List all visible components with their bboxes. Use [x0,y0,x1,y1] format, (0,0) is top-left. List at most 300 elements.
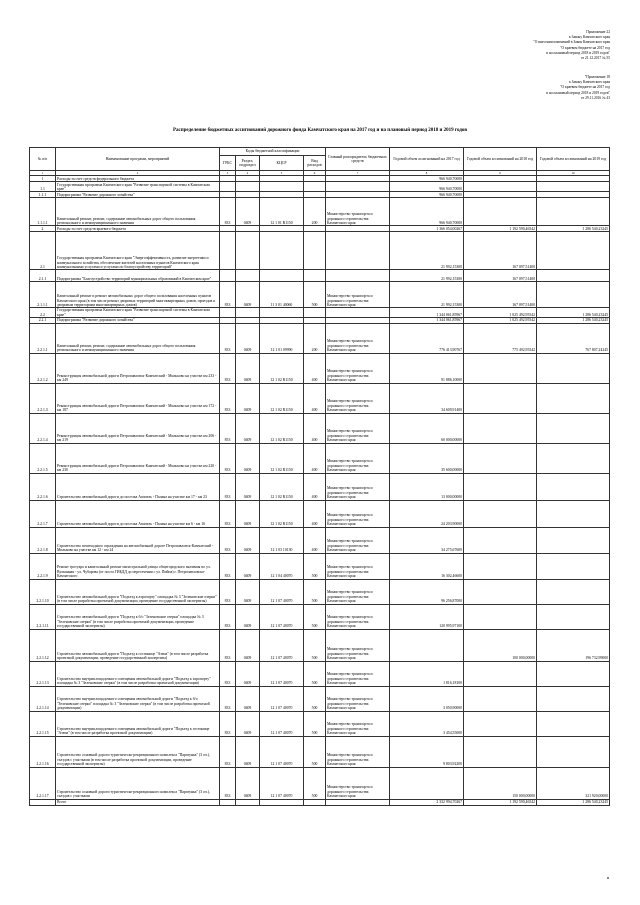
row-vr: 500 [304,282,326,308]
row-razdel [236,270,260,282]
row-ksr: 12 1 03 10130 [260,527,304,553]
approval-header-1 [533,30,610,61]
row-recipient [326,232,390,270]
row-razdel: 0409 [236,353,260,383]
row-grbs: 833 [220,711,236,736]
row-name: Строительство внутриплощадочного освещения автомобильной дороги "Подъезд к гостинице "Аэвча" (в том числе разработка проектной документации) [56,711,220,736]
row-2018 [464,198,537,226]
row-vr: 400 [304,473,326,500]
row-ksr: 12 1 07 40070 [260,686,304,711]
row-2017: 3 050,90000 [390,686,464,711]
row-2018 [464,182,537,192]
row-number: 2.2.1.8 [30,527,56,553]
table-row [30,500,610,527]
row-2017: 966 940,70000 [390,192,464,198]
table-row [30,182,610,192]
row-2019: 767 807,24245 [537,323,610,353]
table-row [30,767,610,799]
row-razdel: 0409 [236,553,260,579]
row-2019 [537,661,610,686]
col-number: 7 [326,171,390,176]
row-name: Подпрограмма "Развитие дорожного хозяйства" [56,318,220,323]
row-grbs [220,270,236,282]
col-number: 3 [220,171,236,176]
header-line: Приложение 22 [586,30,610,34]
row-number: 2.2.1.14 [30,686,56,711]
row-grbs: 833 [220,736,236,767]
row-2018: 100 000,00000 [464,629,537,661]
row-2019 [537,500,610,527]
row-name: Строительство автомобильной дороги "Подъезд к аэропорту" площадка № 3 "Зеленовские озерки" (в том числе разработка проектной документации, проведение государственной экспертизы) [56,579,220,604]
table-row [30,198,610,226]
row-ksr: 12 1 07 40070 [260,736,304,767]
row-2017: 966 940,70000 [390,176,464,182]
row-ksr: 12 1 07 40070 [260,661,304,686]
row-vr: 200 [304,323,326,353]
row-razdel: 0409 [236,711,260,736]
col-number: 9 [464,171,537,176]
row-number: 2 [30,226,56,232]
total-cell [220,799,236,805]
row-name: Государственная программа Камчатского края "Развитие транспортной системы в Камчатском крае" [56,182,220,192]
row-recipient: Министерство транспорта и дорожного строительства Камчатского края [326,383,390,413]
row-ksr [260,182,304,192]
row-name: Строительство пешеходного ограждения на автомобильной дороге Петропавловск-Камчатский - Мильково на участке км 12 - км 24 [56,527,220,553]
row-2018 [464,473,537,500]
row-2017: 966 940,70000 [390,198,464,226]
col-2018-header: Годовой объем ассигнований на 2018 год [464,148,537,171]
row-number: 1.1 [30,182,56,192]
col-recipient-header: Главный распорядитель бюджетных средств [326,148,390,171]
row-2019 [537,473,610,500]
row-2017: 24 203,90000 [390,500,464,527]
table-body [30,176,610,799]
row-razdel: 0409 [236,383,260,413]
header-line: от 29.11.2016 № 43 [580,95,610,100]
row-2018 [464,527,537,553]
table-row [30,604,610,629]
row-2018: 167 097,51400 [464,282,537,308]
row-razdel: 0409 [236,661,260,686]
row-grbs: 833 [220,661,236,686]
total-cell [236,799,260,805]
col-number: 4 [236,171,260,176]
row-ksr: 12 1 02 R1150 [260,443,304,473]
row-2018: 167 097,51400 [464,270,537,282]
row-vr: 500 [304,686,326,711]
total-cell [326,799,390,805]
header-line: "Приложение 18 [584,75,610,79]
row-2018 [464,353,537,383]
row-ksr: 12 1 07 40070 [260,579,304,604]
row-grbs: 833 [220,686,236,711]
row-vr: 400 [304,500,326,527]
row-2017: 9 803,92200 [390,736,464,767]
table-row [30,686,610,711]
row-razdel: 0409 [236,323,260,353]
row-number: 2.2.1.11 [30,604,56,629]
col-ksr-header: КЦСР [260,156,304,171]
row-ksr: 12 1 07 40070 [260,604,304,629]
row-2019 [537,711,610,736]
row-number: 1.1.1.1 [30,198,56,226]
document-title: Распределение бюджетных ассигнований дорожного фонда Камчатского края на 2017 год и на плановый период 2018 и 2019 годов [172,128,468,133]
col-number: 2 [56,171,220,176]
row-number: 1.1.1 [30,192,56,198]
table-row [30,579,610,604]
row-vr [304,270,326,282]
col-2017-header: Годовой объем ассигнований на 2017 год [390,148,464,171]
row-ksr: 12 1 01 09990 [260,323,304,353]
row-2018 [464,604,537,629]
table-row [30,413,610,443]
row-vr [304,232,326,270]
row-grbs: 833 [220,527,236,553]
table-row [30,736,610,767]
table-row [30,232,610,270]
total-2019: 1 286 540,23245 [537,799,610,805]
row-2017: 120 995,97100 [390,604,464,629]
row-2019 [537,553,610,579]
row-razdel: 0409 [236,473,260,500]
row-2018: 150 000,00000 [464,767,537,799]
row-2017: 3 454,55000 [390,711,464,736]
table-row [30,308,610,318]
row-2017: 1 366 054,00267 [390,226,464,232]
row-vr: 500 [304,553,326,579]
row-name: Реконструкция автомобильной дороги Петропавловск-Камчатский - Мильково на участке км 172 - км 187 [56,383,220,413]
row-2019 [537,198,610,226]
col-number: 6 [304,171,326,176]
table-row [30,443,610,473]
total-2017: 2 332 994,70267 [390,799,464,805]
row-name: Строительство автомобильной дороги "Подъезд к гостинице "Аэвча" (в том числе разработка проектной документации, проведение государственной экспертизы) [56,629,220,661]
row-recipient: Министерство транспорта и дорожного строительства Камчатского края [326,198,390,226]
row-grbs: 833 [220,443,236,473]
row-number: 2.2.1.13 [30,661,56,686]
row-recipient [326,308,390,318]
table-row [30,661,610,686]
row-vr: 200 [304,198,326,226]
row-recipient: Министерство транспорта и дорожного строительства Камчатского края [326,553,390,579]
row-ksr: 12 1 02 R1150 [260,473,304,500]
row-ksr: 12 1 02 R1150 [260,500,304,527]
row-name: Расходы за счет средств федерального бюджета [56,176,220,182]
row-razdel: 0409 [236,500,260,527]
row-grbs: 833 [220,629,236,661]
row-2019: 1 286 540,23245 [537,318,610,323]
row-2017 [390,767,464,799]
row-name: Строительство основной дороги туристическо-рекреационного комплекса "Паратунка" (3 оч.), съездов с участками [56,767,220,799]
row-2017: 21 992,15300 [390,282,464,308]
total-2018: 1 192 590,46542 [464,799,537,805]
row-grbs: 833 [220,198,236,226]
row-2019: 1 286 540,23245 [537,308,610,318]
row-name: Строительство автомобильной дороги до поселка Апапель - Палана на участке км 6 - км 16 [56,500,220,527]
row-number: 2.2.1.3 [30,383,56,413]
approval-header-2 [546,75,610,101]
row-name: Капитальный ремонт и ремонт автомобильных дорог общего пользования населенных пунктов Камчатского края (в том числе ремонт дворовых территорий многоквартирных домов, проездов к дворовым территориям многоквартирных домов) [56,282,220,308]
row-vr [304,182,326,192]
row-name: Реконструкция автомобильной дороги Петропавловск-Камчатский - Мильково на участке км 206 - км 219 [56,413,220,443]
table-row [30,527,610,553]
row-recipient: Министерство транспорта и дорожного строительства Камчатского края [326,604,390,629]
row-vr: 400 [304,353,326,383]
header-line: к Закону Камчатского края [569,35,610,40]
row-razdel: 0409 [236,527,260,553]
row-number: 2.2.1.17 [30,767,56,799]
row-2018 [464,736,537,767]
row-grbs: 853 [220,413,236,443]
row-number: 2.2.1.10 [30,579,56,604]
table-row [30,353,610,383]
row-2019 [537,232,610,270]
row-ksr [260,232,304,270]
row-number: 2.2.1.9 [30,553,56,579]
row-2017: 35 600,00000 [390,443,464,473]
row-grbs: 833 [220,500,236,527]
row-vr: 500 [304,736,326,767]
row-2018 [464,711,537,736]
row-ksr: 12 1 02 R1150 [260,353,304,383]
row-number: 2.2.1.4 [30,413,56,443]
row-recipient: Министерство транспорта и дорожного строительства Камчатского края [326,736,390,767]
row-number: 2.2.1.2 [30,353,56,383]
col-number: 5 [260,171,304,176]
row-vr: 500 [304,661,326,686]
row-2017: 60 000,00000 [390,413,464,443]
col-codes-header: Коды бюджетной классификации [220,148,326,156]
row-ksr: 12 1 02 R1150 [260,413,304,443]
row-name: Капитальный ремонт, ремонт, содержание автомобильных дорог общего пользования регионального и межмуниципального значения [56,323,220,353]
row-vr: 400 [304,413,326,443]
row-vr: 400 [304,527,326,553]
row-2017: 16 302,46600 [390,553,464,579]
header-line: от 21.12.2017 № 55 [580,56,610,61]
table-row [30,282,610,308]
row-2017: 966 940,70000 [390,182,464,192]
row-name: Подпрограмма "Благоустройство территорий муниципальных образований в Камчатском крае" [56,270,220,282]
row-name: Подпрограмма "Развитие дорожного хозяйства" [56,192,220,198]
row-grbs: 833 [220,473,236,500]
row-2018 [464,500,537,527]
row-2017: 34 609,91400 [390,383,464,413]
row-2018 [464,553,537,579]
row-number: 2.2.1.12 [30,629,56,661]
row-2019 [537,413,610,443]
row-grbs: 833 [220,604,236,629]
row-2018: 1 192 590,46542 [464,226,537,232]
row-razdel: 0409 [236,767,260,799]
row-name: Строительство внутриплощадочного освещения автомобильной дороги "Подъезд к аэропорту" площадка № 3 "Зеленовские озерки" (в том числе разработка проектной документации) [56,661,220,686]
header-line: "О краевом бюджете на 2017 год [560,85,610,90]
row-2019 [537,182,610,192]
row-ksr: 12 1 07 40070 [260,711,304,736]
row-number: 2.1.1 [30,270,56,282]
total-cell [304,799,326,805]
row-recipient: Министерство транспорта и дорожного строительства Камчатского края [326,323,390,353]
row-grbs: 833 [220,323,236,353]
row-name: Реконструкция автомобильной дороги Петропавловск-Камчатский - Мильково на участке км 233 - км 249 [56,353,220,383]
row-2019 [537,736,610,767]
row-razdel: 0409 [236,579,260,604]
row-2019 [537,353,610,383]
total-row [30,799,610,805]
row-name: Строительство основной дороги туристическо-рекреационного комплекса "Паратунка" (3 оч.), съездов с участками (в том числе разработка проектной документации, проведение государственной экспертизы) [56,736,220,767]
row-name: Государственная программа Камчатского края "Развитие транспортной системы в Камчатском крае" [56,308,220,318]
row-2019: 196 732,99000 [537,629,610,661]
row-ksr: 12 1 07 40070 [260,767,304,799]
row-recipient [326,182,390,192]
total-cell [30,799,56,805]
row-2018: 1 025 492,95542 [464,308,537,318]
row-number: 2.2.1.1 [30,323,56,353]
row-2017: 91 886,10000 [390,353,464,383]
row-grbs: 833 [220,553,236,579]
row-grbs: 833 [220,767,236,799]
row-vr [304,308,326,318]
row-2019 [537,383,610,413]
row-number: 2.2 [30,308,56,318]
row-razdel [236,182,260,192]
row-razdel [236,308,260,318]
row-2017: 34 275,67600 [390,527,464,553]
row-ksr: 12 1 02 R1150 [260,383,304,413]
row-2019 [537,686,610,711]
total-cell [260,799,304,805]
table-row [30,553,610,579]
row-2018 [464,579,537,604]
row-number: 1 [30,176,56,182]
header-line: "О краевом бюджете на 2017 год [560,45,610,50]
row-grbs: 833 [220,282,236,308]
row-ksr: 12 1 07 40070 [260,629,304,661]
row-recipient [326,270,390,282]
row-2019 [537,579,610,604]
table-row [30,473,610,500]
row-2017: 1 344 061,85967 [390,318,464,323]
col-grbs-header: ГРБС [220,156,236,171]
row-recipient: Министерство транспорта и дорожного строительства Камчатского края [326,527,390,553]
table-row [30,270,610,282]
row-ksr [260,308,304,318]
header-line: к Закону Камчатского края [569,80,610,85]
row-2018 [464,413,537,443]
row-name: Расходы за счет средств краевого бюджета [56,226,220,232]
row-2017: 13 000,00000 [390,473,464,500]
col-number: 8 [390,171,464,176]
row-ksr: 11 3 01 40060 [260,282,304,308]
row-2017: 1 816,18100 [390,661,464,686]
table-row [30,711,610,736]
row-razdel: 0409 [236,629,260,661]
row-2018 [464,443,537,473]
col-2019-header: Годовой объем ассигнований на 2019 год [537,148,610,171]
row-vr: 500 [304,711,326,736]
row-name: Реконструкция автомобильной дороги Петропавловск-Камчатский - Мильково на участке км 220 - км 230 [56,443,220,473]
row-recipient: Министерство транспорта и дорожного строительства Камчатского края [326,629,390,661]
row-recipient: Министерство транспорта и дорожного строительства Камчатского края [326,500,390,527]
row-razdel: 0409 [236,604,260,629]
row-2018 [464,383,537,413]
row-vr: 500 [304,604,326,629]
row-recipient: Министерство транспорта и дорожного строительства Камчатского края [326,473,390,500]
row-vr: 500 [304,579,326,604]
row-ksr: 12 1 01 R1150 [260,198,304,226]
row-vr: 400 [304,443,326,473]
row-2019 [537,527,610,553]
col-razdel-header: Раздел, подраздел [236,156,260,171]
row-number: 2.2.1.16 [30,736,56,767]
row-name: Капитальный ремонт, ремонт, содержание автомобильных дорог общего пользования регионального и межмуниципального значения [56,198,220,226]
row-grbs: 833 [220,353,236,383]
row-number: 2.2.1 [30,318,56,323]
col-vr-header: Вид расходов [304,156,326,171]
row-2017: 21 992,15300 [390,270,464,282]
header-line: и на плановый период 2018 и 2019 годов" [546,90,610,95]
row-name: Строительство автомобильной дороги до поселка Апапель - Палана на участке км 17 - км 23 [56,473,220,500]
row-2018: 775 492,95542 [464,323,537,353]
header-line: "О внесении изменений в Закон Камчатского края [533,40,610,45]
row-vr: 400 [304,383,326,413]
row-2019: 321 920,00000 [537,767,610,799]
row-name: Строительство внутриплощадочного освещения автомобильной дороги "Подъезд к б/о "Зеленовские озерки" площадка № 3 "Зеленовские озерки" (в том числе разработка проектной документации) [56,686,220,711]
row-2017 [390,629,464,661]
row-grbs: 833 [220,383,236,413]
row-name: Строительство автомобильной дороги "Подъезд к б/о "Зеленовские озерки" площадка № 3 "Зеленовские озерки" (в том числе разработка проектной документации, проведение государственной экспертизы) [56,604,220,629]
page-dot [607,877,609,879]
row-recipient: Министерство транспорта и дорожного строительства Камчатского края [326,443,390,473]
row-razdel: 0409 [236,413,260,443]
row-ksr [260,270,304,282]
header-line: и на плановый период 2018 и 2019 годов" [546,50,610,55]
row-2019 [537,282,610,308]
row-grbs [220,232,236,270]
row-ksr: 12 1 04 40070 [260,553,304,579]
row-2019 [537,604,610,629]
row-2018: 167 097,51400 [464,232,537,270]
row-number: 2.1.1.1 [30,282,56,308]
col-num-header: № п/п [30,148,56,171]
row-razdel: 0409 [236,198,260,226]
row-recipient: Министерство транспорта и дорожного строительства Камчатского края [326,767,390,799]
row-2018 [464,686,537,711]
row-2019 [537,270,610,282]
row-razdel: 0409 [236,686,260,711]
row-grbs [220,308,236,318]
row-2018: 1 025 492,95542 [464,318,537,323]
col-number: 1 [30,171,56,176]
row-2018 [464,661,537,686]
row-grbs: 833 [220,579,236,604]
row-number: 2.2.1.15 [30,711,56,736]
row-2017: 96 256,87000 [390,579,464,604]
row-name: Ремонт тротуара и капитальный ремонт магистральной улицы общегородского значения по ул. Вулканная - ул. Чубарова (от поста ГИБДД до пересечения с ул. Пийпа) г. Петропавловска-Камчатского [56,553,220,579]
row-vr: 500 [304,767,326,799]
table-row [30,629,610,661]
row-number: 2.2.1.7 [30,500,56,527]
row-razdel: 0409 [236,443,260,473]
col-number: 10 [537,171,610,176]
row-recipient: Министерство транспорта и дорожного строительства Камчатского края [326,661,390,686]
row-name: Государственная программа Камчатского края "Энергоэффективность, развитие энергетики и коммунального хозяйства, обеспечение жителей населенных пунктов Камчатского края коммунальными услугами и услугами по благоустройству территорий" [56,232,220,270]
budget-table [29,147,610,806]
row-number: 2.2.1.5 [30,443,56,473]
row-number: 2.1 [30,232,56,270]
row-2017: 21 992,15300 [390,232,464,270]
row-recipient: Министерство транспорта и дорожного строительства Камчатского края [326,711,390,736]
row-2019: 1 286 540,23245 [537,226,610,232]
